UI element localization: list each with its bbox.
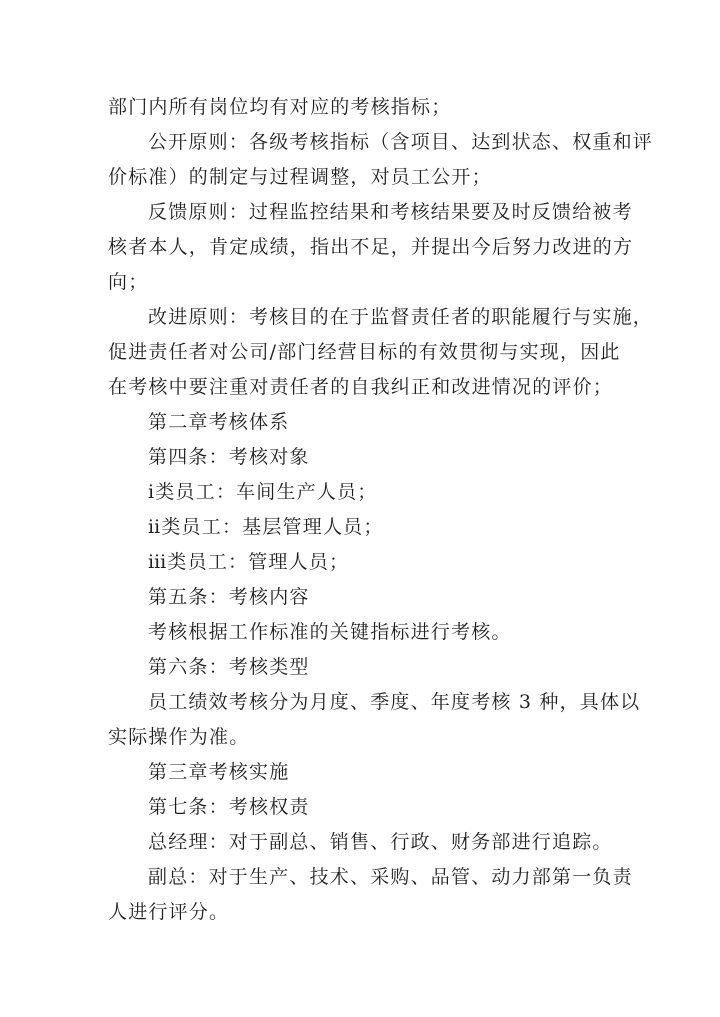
paragraph bbox=[108, 300, 654, 405]
text-line: 实际操作为准。 bbox=[108, 726, 250, 748]
paragraph bbox=[108, 475, 628, 510]
text-line: 第七条：考核权责 bbox=[148, 796, 310, 818]
paragraph bbox=[108, 755, 628, 790]
text-line: 第二章考核体系 bbox=[148, 411, 290, 433]
paragraph bbox=[108, 650, 628, 685]
text-line: ⅱ类员工：基层管理人员； bbox=[148, 516, 384, 538]
text-line: 公开原则：各级考核指标（含项目、达到状态、权重和评 bbox=[148, 131, 654, 153]
text-line: 向； bbox=[108, 271, 149, 293]
text-line: 第三章考核实施 bbox=[148, 761, 290, 783]
text-line: 价标准）的制定与过程调整，对员工公开； bbox=[108, 166, 492, 188]
text-line: 改进原则：考核目的在于监督责任者的职能履行与实施， bbox=[148, 306, 654, 328]
paragraph bbox=[108, 125, 654, 195]
paragraph bbox=[108, 580, 628, 615]
paragraph bbox=[108, 440, 628, 475]
paragraph bbox=[108, 510, 628, 545]
paragraph bbox=[108, 825, 628, 860]
text-line: 人进行评分。 bbox=[108, 901, 230, 923]
text-line: 促进责任者对公司/部门经营目标的有效贯彻与实现，因此 bbox=[108, 341, 621, 363]
paragraph bbox=[108, 790, 628, 825]
text-line: 考核根据工作标准的关键指标进行考核。 bbox=[148, 621, 512, 643]
text-line: 在考核中要注重对责任者的自我纠正和改进情况的评价； bbox=[108, 376, 614, 398]
document-body bbox=[108, 90, 654, 930]
paragraph bbox=[108, 685, 641, 755]
text-line: 反馈原则：过程监控结果和考核结果要及时反馈给被考 bbox=[148, 201, 633, 223]
text-line: 副总：对于生产、技术、采购、品管、动力部第一负责 bbox=[148, 866, 633, 888]
paragraph bbox=[108, 860, 633, 930]
text-line: 员工绩效考核分为月度、季度、年度考核 3 种，具体以 bbox=[148, 691, 641, 713]
text-line: ⅲ类员工：管理人员； bbox=[148, 551, 350, 573]
paragraph bbox=[108, 405, 628, 440]
paragraph bbox=[108, 615, 628, 650]
text-line: 总经理：对于副总、销售、行政、财务部进行追踪。 bbox=[148, 831, 613, 853]
paragraph bbox=[108, 195, 634, 300]
paragraph bbox=[108, 545, 628, 580]
paragraph bbox=[108, 90, 628, 125]
text-line: ⅰ类员工：车间生产人员； bbox=[148, 481, 378, 503]
text-line: 第四条：考核对象 bbox=[148, 446, 310, 468]
text-line: 部门内所有岗位均有对应的考核指标； bbox=[108, 96, 452, 118]
text-line: 第五条：考核内容 bbox=[148, 586, 310, 608]
text-line: 核者本人，肯定成绩，指出不足，并提出今后努力改进的方 bbox=[108, 236, 634, 258]
text-line: 第六条：考核类型 bbox=[148, 656, 310, 678]
